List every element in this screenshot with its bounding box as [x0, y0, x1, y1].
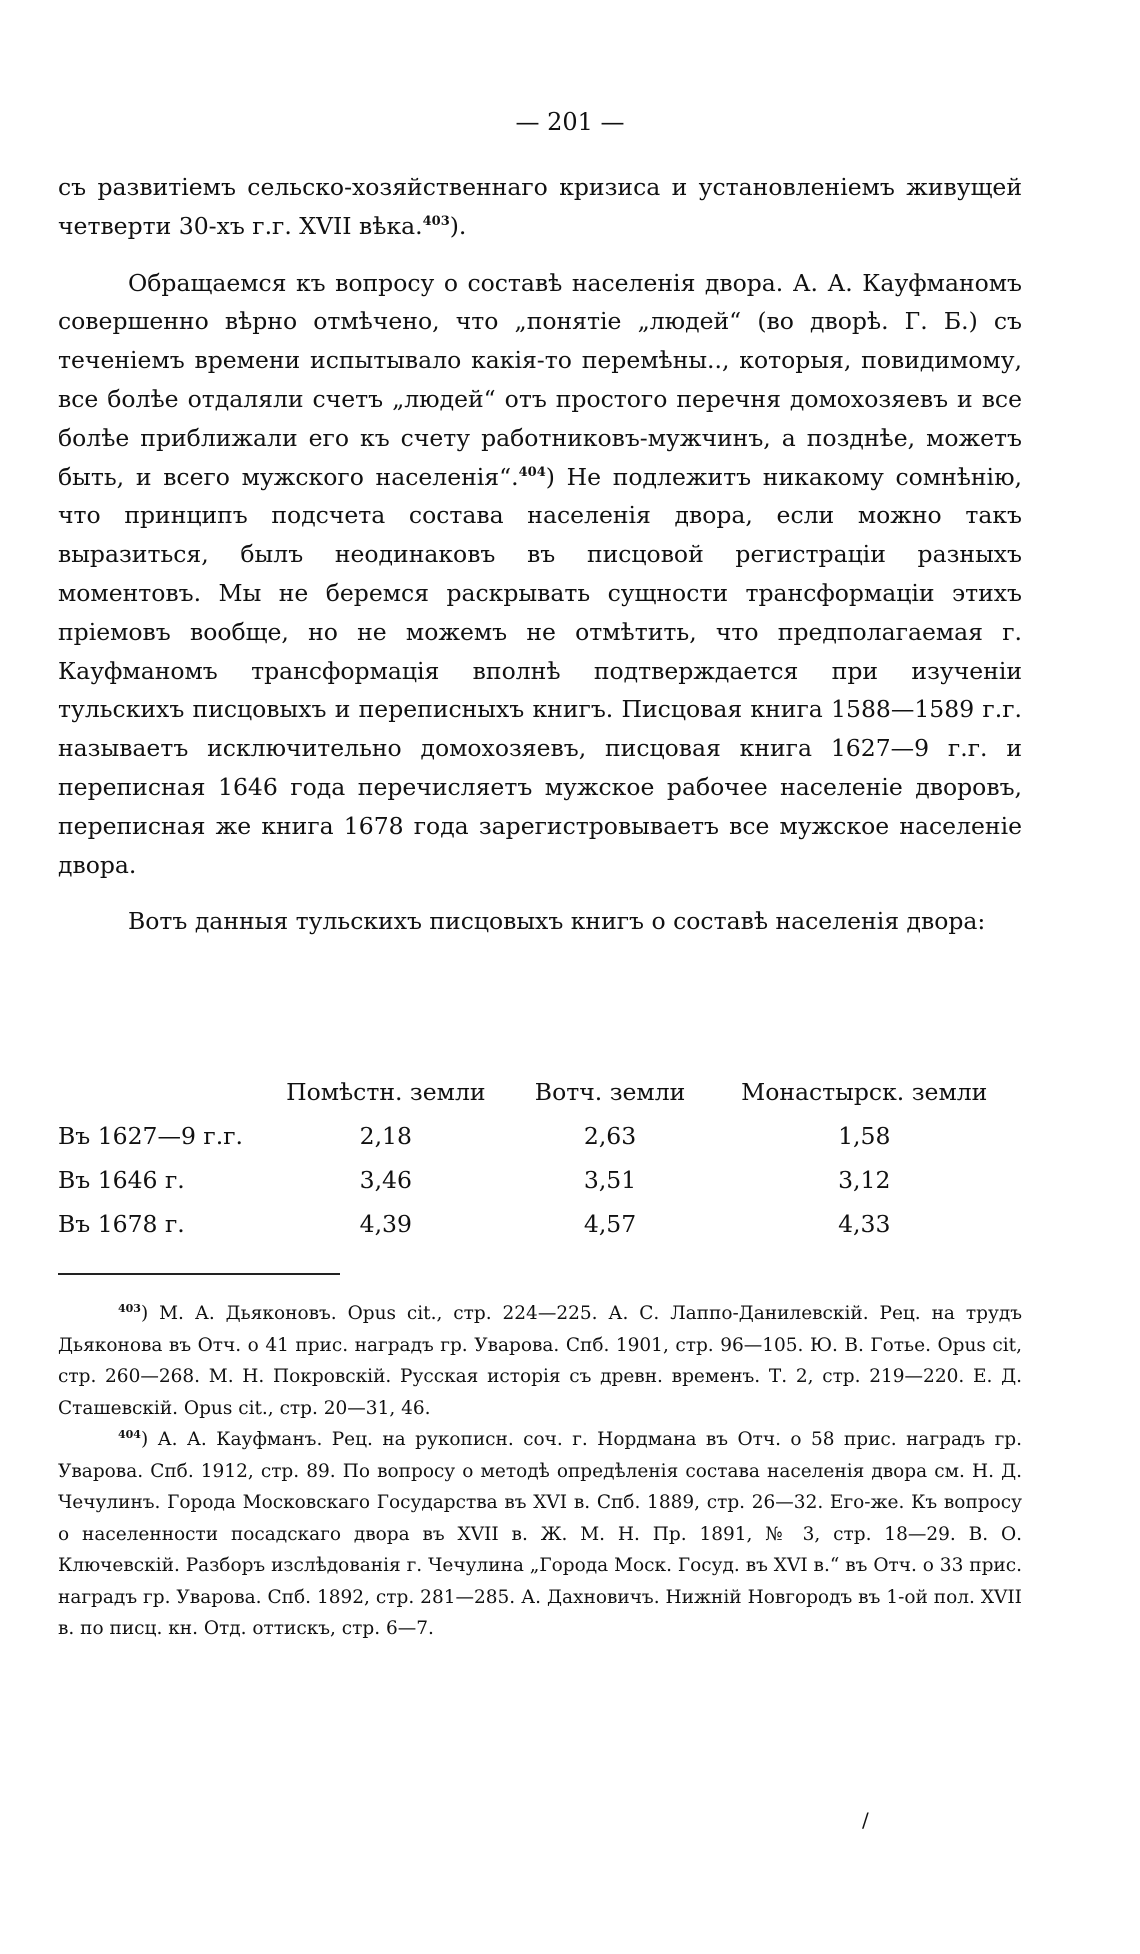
table-cell: 2,63 — [583, 1122, 637, 1150]
table-header-row — [58, 1070, 1022, 1114]
footnote-ref-404: 404 — [518, 464, 546, 480]
table-row — [58, 1114, 1022, 1158]
table-cell: 3,51 — [583, 1166, 637, 1194]
table-row-year: Въ 1646 г. — [58, 1166, 185, 1194]
table-header: Помѣстн. земли — [286, 1078, 486, 1106]
household-stats-table — [58, 1070, 1022, 1246]
footnote-number: 404 — [118, 1427, 141, 1441]
footnote-404 — [58, 1424, 1022, 1645]
table-cell: 1,58 — [838, 1122, 891, 1150]
footnote-number: 403 — [118, 1301, 141, 1315]
paragraph-text-end: ). — [449, 211, 467, 240]
footnotes — [58, 1298, 1022, 1645]
table-cell: 2,18 — [359, 1122, 412, 1150]
paragraph-text-a: Обращаемся къ вопросу о составѣ населенія двора. А. А. Кауфманомъ совершенно вѣрно отмѣчено, что „понятіе „людей“ (во дворѣ. Г. Б.) съ теченіемъ времени испытывало какія-то перемѣны.., которыя, повидимому, все болѣе отдаляли счетъ „людей“ отъ простого перечня домохозяевъ и все болѣе приближали его къ счету работниковъ-мужчинъ, а позднѣе, можетъ быть, и всего мужского населенія“. — [58, 268, 1022, 491]
footnote-text: ) А. А. Кауфманъ. Рец. на рукописн. соч. г. Нордмана въ Отч. о 58 прис. наградъ гр. Уварова. Спб. 1912, стр. 89. По вопросу о методѣ опредѣленія состава населенія двора см. Н. Д. Чечулинъ. Города Московскаго Государства въ XVI в. Спб. 1889, стр. 26—32. Его-же. Къ вопросу о населенности посадскаго двора въ XVII в. Ж. М. Н. Пр. 1891, № 3, стр. 18—29. В. О. Ключевскій. Разборъ изслѣдованія г. Чечулина „Города Моск. Госуд. въ XVI в.“ въ Отч. о 33 прис. наградъ гр. Уварова. Спб. 1892, стр. 281—285. А. Дахновичъ. Нижній Новгородъ въ 1-ой пол. XVII в. по писц. кн. Отд. оттискъ, стр. 6—7. — [58, 1429, 1022, 1639]
table-row — [58, 1158, 1022, 1202]
table-header-blank — [58, 1070, 258, 1114]
table-header: Вотч. земли — [534, 1078, 686, 1106]
footnote-divider — [58, 1273, 340, 1275]
paragraph-text-b: ) Не подлежитъ никакому сомнѣнію, что принципъ подсчета состава населенія двора, если можно такъ выразиться, былъ неодинаковъ въ писцовой регистраціи разныхъ моментовъ. Мы не беремся раскрывать сущности трансформаціи этихъ пріемовъ вообще, но не можемъ не отмѣтить, что предполагаемая г. Кауфманомъ трансформація вполнѣ подтверждается при изученіи тульскихъ писцовыхъ и переписныхъ книгъ. Писцовая книга 1588—1589 г.г. называетъ исключительно домохозяевъ, писцовая книга 1627—9 г.г. и переписная 1646 года перечисляетъ мужское рабочее населеніе дворовъ, переписная же книга 1678 года зарегистровываетъ все мужское населеніе двора. — [58, 462, 1023, 879]
footnote-ref-403: 403 — [422, 213, 450, 229]
table-cell: 3,46 — [359, 1166, 412, 1194]
page-number: — 201 — — [515, 108, 625, 136]
footnote-403 — [58, 1298, 1022, 1424]
paragraph-household-composition — [58, 264, 1022, 885]
table-cell: 4,57 — [583, 1210, 637, 1238]
paragraph-table-intro: Вотъ данныя тульскихъ писцовыхъ книгъ о составѣ населенія двора: — [128, 907, 986, 936]
table-header: Монастырск. земли — [741, 1078, 988, 1106]
footnote-text: ) М. А. Дьяконовъ. Opus cit., стр. 224—225. А. С. Лаппо-Данилевскій. Рец. на трудъ Дьяконова въ Отч. о 41 прис. наградъ гр. Уварова. Спб. 1901, стр. 96—105. Ю. В. Готье. Opus cit, стр. 260—268. М. Н. Покровскій. Русская исторія съ древн. временъ. Т. 2, стр. 219—220. Е. Д. Сташевскій. Opus cit., стр. 20—31, 46. — [58, 1303, 1022, 1419]
table-row-year: Въ 1678 г. — [58, 1210, 185, 1238]
paragraph-continuation — [58, 168, 1022, 246]
table-row — [58, 1202, 1022, 1246]
table-cell: 4,33 — [838, 1210, 891, 1238]
table-cell: 3,12 — [838, 1166, 891, 1194]
stray-mark: / — [862, 1808, 869, 1832]
table-row-year: Въ 1627—9 г.г. — [58, 1122, 243, 1150]
table-cell: 4,39 — [359, 1210, 412, 1238]
paragraph-text: съ развитіемъ сельско-хозяйственнаго кризиса и установленіемъ живущей четверти 30-хъ г.г. XVII вѣка. — [58, 173, 1022, 240]
main-text — [58, 168, 1022, 959]
